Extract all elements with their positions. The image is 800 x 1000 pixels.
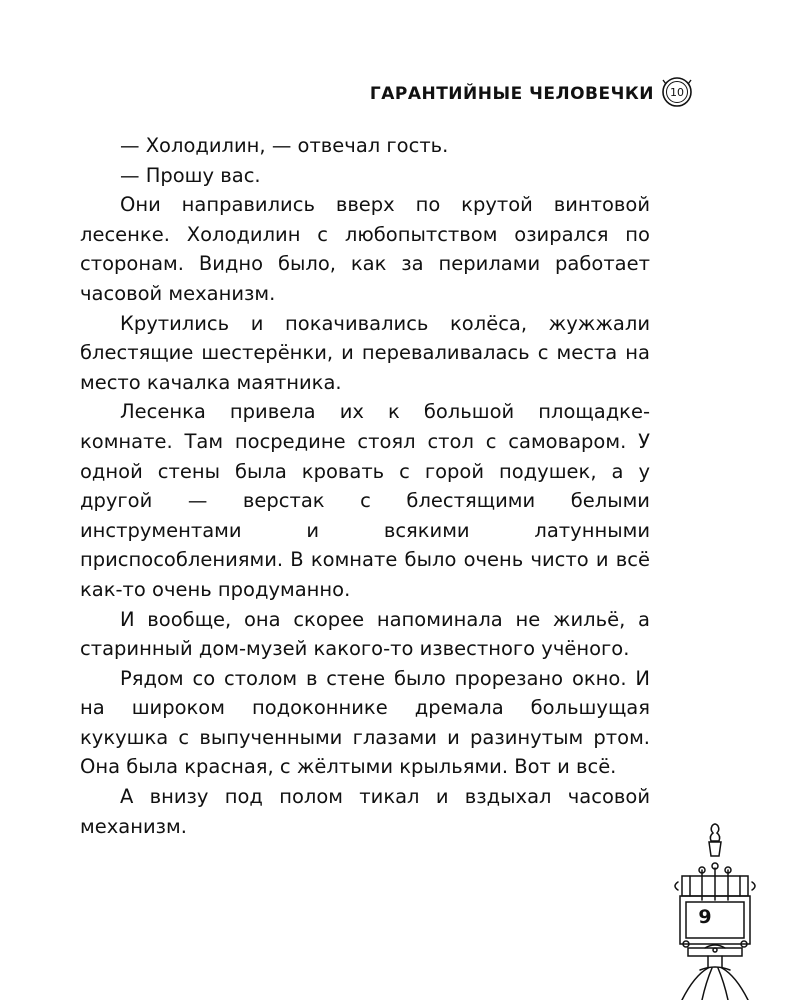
chapter-text [80,131,650,841]
page-number: 9 [698,906,712,928]
running-header: ГАРАНТИЙНЫЕ ЧЕЛОВЕЧКИ [369,84,654,104]
paragraph: И вообще, она скорее напоминала не жильё, а старинный дом-музей какого-то известного учёного. [80,607,650,661]
paragraph: — Прошу вас. [120,163,261,187]
paragraph: — Холодилин, — отвечал гость. [120,134,449,157]
svg-text:10: 10 [670,86,684,99]
paragraph: Лесенка привела их к большой площадке-комнате. Там посредине стоял стол с самоваром. У одной стены была кровать с горой подушек, а у другой — верстак с блестящими белыми инструментами и всякими латунными приспособлениями. В комнате было очень чисто и всё как-то очень продуманно. [80,400,650,601]
clock-face-icon [660,75,694,109]
paragraph: Рядом со столом в стене было прорезано окно. И на широком подоконнике дремала большущая кукушка с выпученными глазами и разинутым ртом. Она была красная, с жёлтыми крыльями. Вот и всё. [80,666,650,779]
paragraph: А внизу под полом тикал и вздыхал часовой механизм. [80,785,650,838]
paragraph: Крутились и покачивались колёса, жужжали блестящие шестерёнки, и переваливалась с места на место качалка маятника. [80,311,650,394]
paragraph: Они направились вверх по крутой винтовой лесенке. Холодилин с любопытством озирался по сторонам. Видно было, как за перилами работает часовой механизм. [80,193,650,305]
